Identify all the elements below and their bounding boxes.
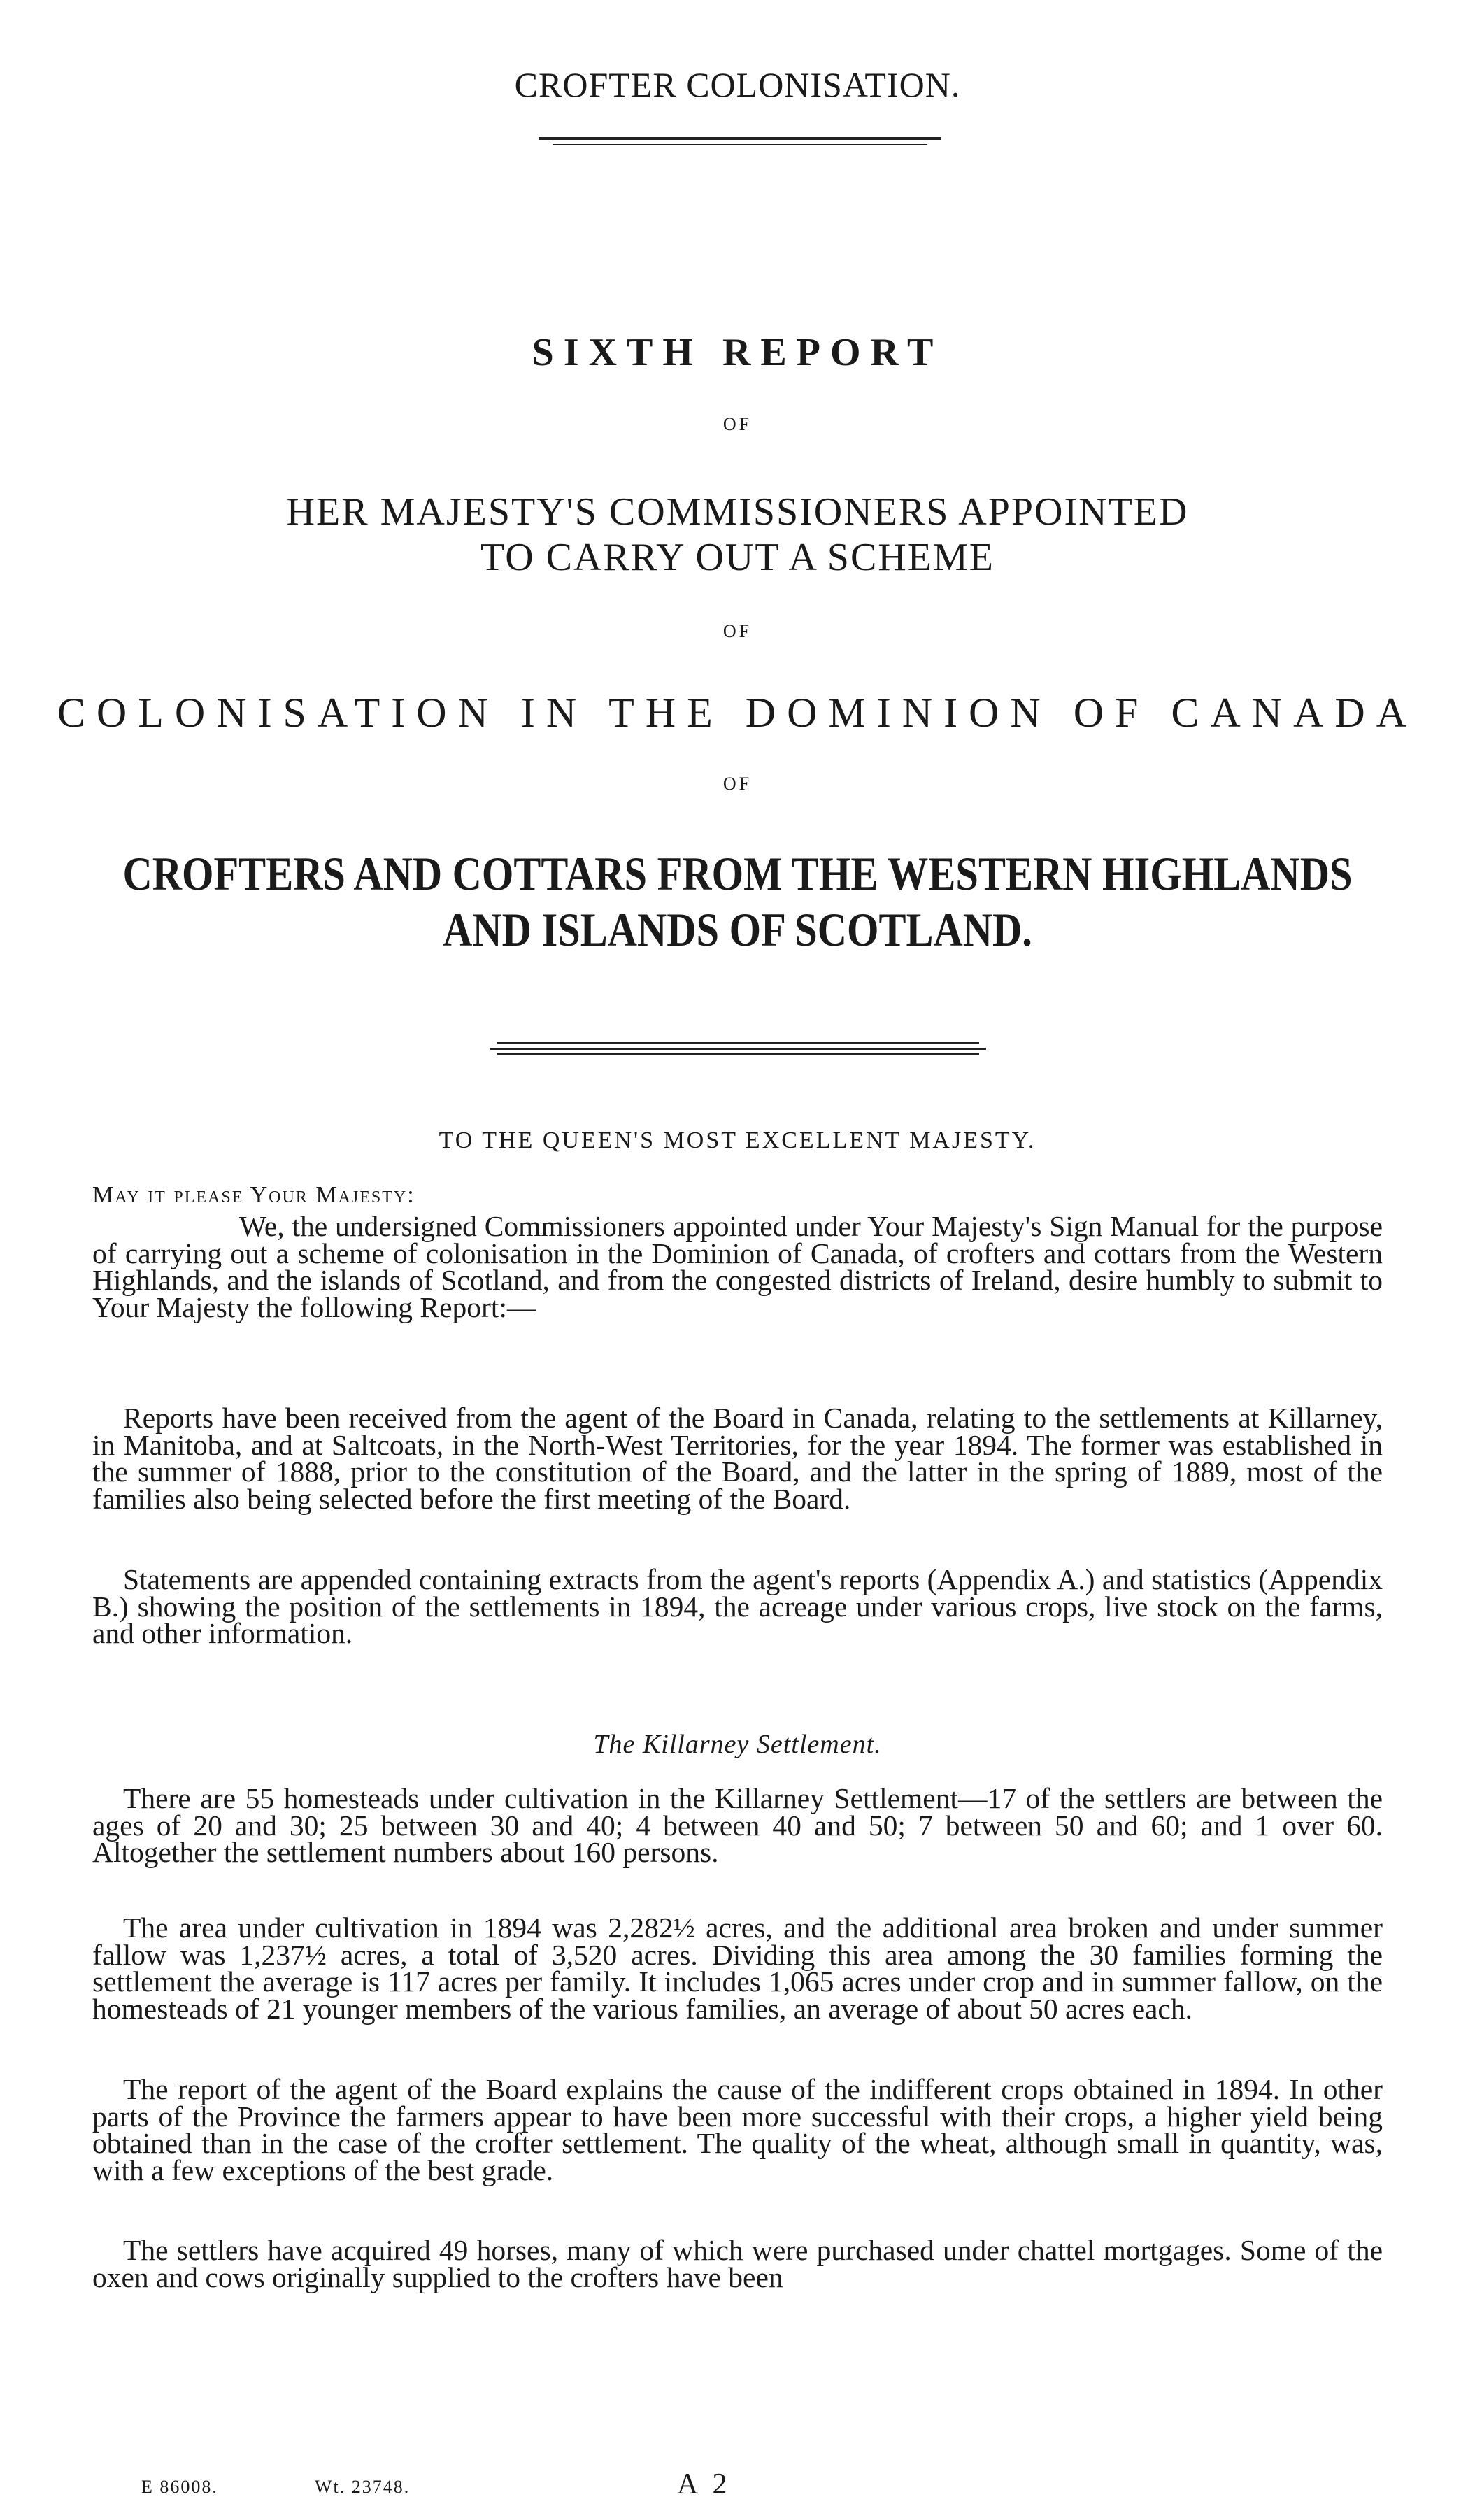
address-line: TO THE QUEEN'S MOST EXCELLENT MAJESTY.	[439, 1127, 1036, 1153]
paragraph-statements: Statements are appended containing extracts from the agent's reports (Appendix A.) and statistics (Appendix B.) showing the position of the settlements in 1894, the acreage under various crops, live stock on the farms, and other information.	[92, 1563, 1383, 1649]
paragraph-homesteads: There are 55 homesteads under cultivation in the Killarney Settlement—17 of the settlers are between the ages of 20 and 30; 25 between 30 and 40; 4 between 40 and 50; 7 between 50 and 60; and 1 over 60. Altogether the settlement numbers about 160 persons.	[92, 1782, 1383, 1868]
paragraph-area: The area under cultivation in 1894 was 2,282½ acres, and the additional area broken and under summer fallow was 1,237½ acres, a total of 3,520 acres. Dividing this area among the 30 families forming the settlement the average is 117 acres per family. It includes 1,065 acres under crop and in summer fallow, on the homesteads of 21 younger members of the various families, an average of about 50 acres each.	[92, 1912, 1383, 2025]
report-title: SIXTH REPORT	[532, 331, 943, 374]
section-heading: The Killarney Settlement.	[593, 1730, 882, 1759]
footer-print-code: E 86008.	[141, 2477, 218, 2497]
header-rule-thin	[553, 144, 927, 145]
islands-line: AND ISLANDS OF SCOTLAND.	[443, 903, 1032, 956]
header-rule-thick	[539, 137, 941, 140]
crofters-line: CROFTERS AND COTTARS FROM THE WESTERN HIGHLANDS	[122, 847, 1353, 900]
footer-wt: Wt. 23748.	[315, 2477, 411, 2497]
title-rule-thin-top	[497, 1042, 979, 1044]
paragraph-opening: We, the undersigned Commissioners appointed under Your Majesty's Sign Manual for the purpose of carrying out a scheme of colonisation in the Dominion of Canada, of crofters and cottars from the Western Highlands, and the islands of Scotland, and from the congested districts of Ireland, desire humbly to submit to Your Majesty the following Report:—	[92, 1210, 1383, 1323]
running-title: CROFTER COLONISATION.	[514, 65, 961, 104]
of-connector-2: OF	[722, 621, 753, 641]
scheme-line: TO CARRY OUT A SCHEME	[480, 536, 995, 579]
of-connector-3: OF	[722, 774, 753, 794]
colonisation-line: COLONISATION IN THE DOMINION OF CANADA	[57, 690, 1418, 736]
commissioners-line: HER MAJESTY'S COMMISSIONERS APPOINTED	[286, 490, 1189, 534]
footer-signature-mark: A 2	[677, 2468, 732, 2500]
title-rule-thin-bottom	[497, 1053, 979, 1055]
title-rule-thick	[490, 1048, 986, 1050]
salutation: May it please Your Majesty:	[92, 1182, 415, 1208]
paragraph-crops: The report of the agent of the Board explains the cause of the indifferent crops obtained in 1894. In other parts of the Province the farmers appear to have been more successful with their crops, a higher yield being obtained than in the case of the crofter settlement. The quality of the wheat, although small in quantity, was, with a few exceptions of the best grade.	[92, 2073, 1383, 2186]
paragraph-reports: Reports have been received from the agent of the Board in Canada, relating to the settlements at Killarney, in Manitoba, and at Saltcoats, in the North-West Territories, for the year 1894. The former was established in the summer of 1888, prior to the constitution of the Board, and the latter in the spring of 1889, most of the families also being selected before the first meeting of the Board.	[92, 1402, 1383, 1515]
paragraph-settlers: The settlers have acquired 49 horses, many of which were purchased under chattel mortgages. Some of the oxen and cows originally supplied to the crofters have been	[92, 2234, 1383, 2293]
of-connector-1: OF	[722, 414, 753, 434]
